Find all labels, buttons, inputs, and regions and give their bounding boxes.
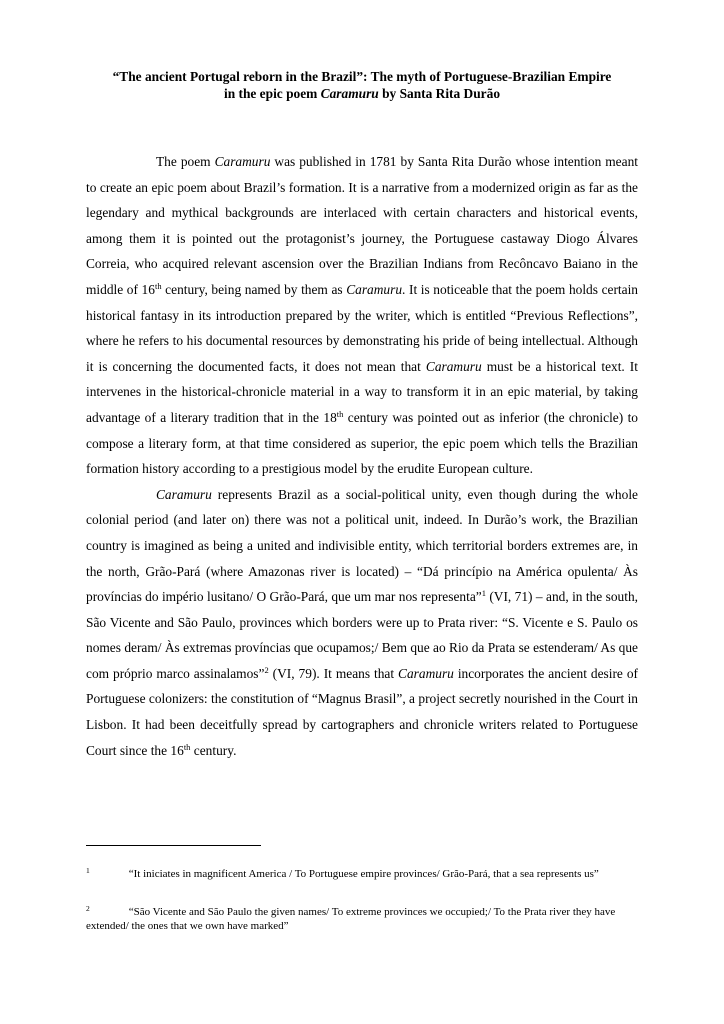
footnote-text: “It iniciates in magnificent America / To Portuguese empire provinces/ Grão-Pará, that a sea represents us” (128, 868, 599, 880)
italic-run: Caramuru (398, 665, 454, 681)
italic-run: Caramuru (214, 154, 271, 169)
text-run: incorporates the ancient desire of Portuguese colonizers: the constitution of “Magnus Brasil”, a project secretly nourished in the Court in Lisbon. It had been deceitfully spread by cartographers and chronicle writers related to Portuguese Court since the 16 (86, 665, 638, 758)
title-text: in the epic poem (223, 86, 321, 101)
footnote-separator (86, 845, 261, 846)
text-run: . It is noticeable that the poem holds certain historical fantasy in its introduction prepared by the writer, which is entitled “Previous Reflections”, where he refers to his documental resources by demonstrating his pride of being intellectual. Although it is concerning the documented facts, it does not mean that (86, 281, 638, 374)
text-run: (VI, 79). It means that (268, 665, 399, 681)
text-run: century. (190, 742, 237, 758)
footnote-ref-2[interactable]: 2 (264, 664, 269, 675)
footnote-ref-1[interactable]: 1 (481, 588, 486, 599)
title-italic-text: Caramuru (320, 86, 379, 101)
italic-run: Caramuru (425, 358, 482, 374)
text-run: was published in 1781 by Santa Rita Durão whose intention meant to create an epic poem about Brazil’s formation. It is a narrative from a modernized origin as far as the legendary and mythical backgrounds are interlaced with certain characters and historical events, among them it is pointed out the protagonist’s journey, the Portuguese castaway Diogo Álvares Correia, who acquired relevant ascension over the Brazilian Indians from Recôncavo Baiano in the middle of 16 (86, 154, 638, 297)
title-line-1: “The ancient Portugal reborn in the Brazil”: The myth of Portuguese-Brazilian Empire (112, 69, 612, 84)
paper-title (70, 68, 654, 102)
text-run: represents Brazil as a social-political unity, even though during the whole colonial period (and later on) there was not a political unit, indeed. In Durão’s work, the Brazilian country is imagined as being a united and indivisible entity, which territorial borders extremes are, in the north, Grão-Pará (where Amazonas river is located) – “Dá princípio na América opulenta/ Às províncias do império lusitano/ O Grão-Pará, que um mar nos representa” (86, 486, 638, 605)
superscript: th (183, 741, 191, 752)
paragraph-2 (86, 482, 638, 764)
footnote-text: “São Vicente and São Paulo the given names/ To extreme provinces we occupied;/ To the Prata river they have extended/ the ones that we own have marked” (86, 906, 616, 932)
footnote-mark: 1 (86, 866, 90, 875)
superscript: th (154, 280, 162, 291)
body-text (86, 149, 638, 763)
title-text: by Santa Rita Durão (378, 86, 501, 101)
text-run: century, being named by them as (161, 281, 347, 297)
footnote-1 (86, 867, 638, 881)
text-run: must be a historical text. It intervenes in the historical-chronicle material in a way to transform it in an epic material, by taking advantage of a literary tradition that in the 18 (86, 358, 638, 425)
paragraph-1 (86, 149, 638, 482)
italic-run: Caramuru (346, 281, 403, 297)
footnote-2 (86, 905, 638, 933)
text-run: The poem (156, 154, 215, 169)
title-line-2 (70, 85, 654, 102)
text-run: (VI, 71) – and, in the south, São Vicente and São Paulo, provinces which borders were up to Prata river: “S. Vicente e S. Paulo os nomes deram/ Às extremas províncias que ocupamos;/ Bem que ao Rio da Prata se estenderam/ As que com próprio marco assinalamos” (86, 589, 638, 681)
footnote-mark: 2 (86, 904, 90, 913)
italic-run: Caramuru (156, 486, 212, 502)
text-run: century was pointed out as inferior (the chronicle) to compose a literary form, at that time considered as superior, the epic poem which tells the Brazilian formation history according to a prestigious model by the erudite European culture. (86, 409, 638, 477)
superscript: th (336, 408, 344, 419)
